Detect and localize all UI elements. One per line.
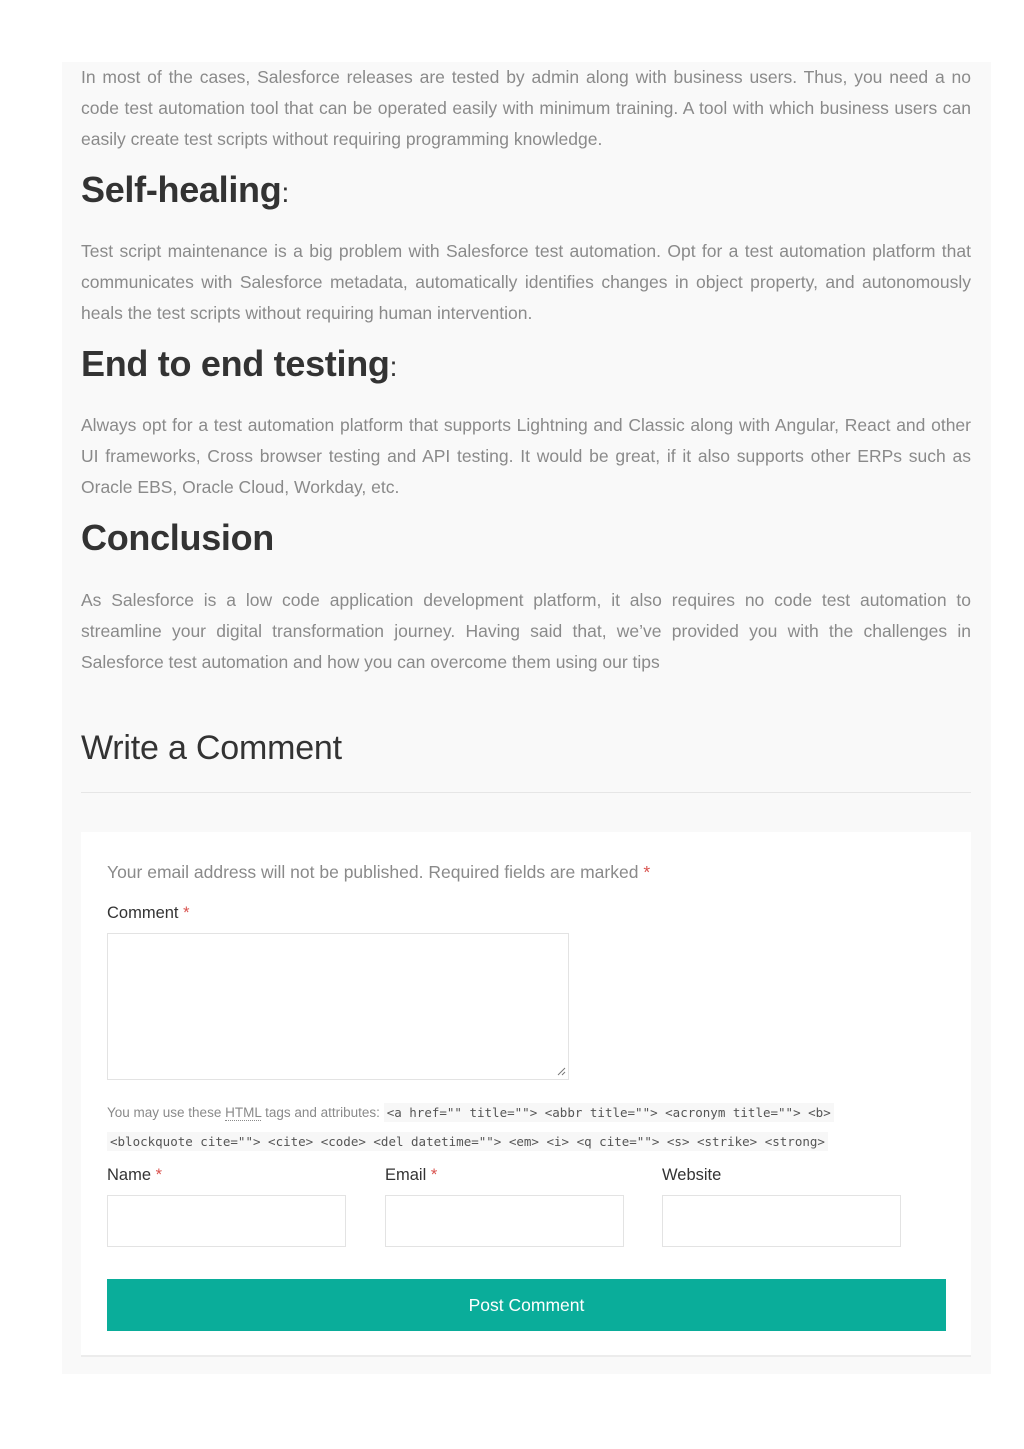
html-abbr: HTML (225, 1105, 262, 1120)
resize-handle-icon[interactable] (556, 1066, 566, 1076)
section-text-conclusion: As Salesforce is a low code application development platform, it also requires no code test automation to streamline your digital transformation journey. Having said that, we’ve provided you with the challenges in Salesforce test automation and how you can overcome them using our tips (81, 590, 971, 672)
email-input[interactable] (385, 1195, 624, 1247)
comment-form (81, 832, 971, 1357)
required-mark: * (183, 904, 190, 922)
email-notice: Your email address will not be published. Required fields are marked * (107, 862, 651, 882)
allowed-tags-code: <blockquote cite=""> <cite> <code> <del datetime=""> <em> <i> <q cite=""> <s> <strike> <strong> (107, 1132, 828, 1151)
comments-divider (81, 792, 971, 793)
required-mark: * (643, 862, 651, 882)
allowed-tags-code: <a href="" title=""> <abbr title=""> <acronym title=""> <b> (384, 1103, 834, 1122)
intro-paragraph: In most of the cases, Salesforce releases are tested by admin along with business users. Thus, you need a no code test automation tool that can be operated easily with minimum training. A tool with which business users can easily create test scripts without requiring programming knowledge. (81, 67, 971, 149)
allowed-tags-note: You may use these HTML tags and attributes: <a href="" title=""> <abbr title=""> <acronym title=""> <b> <blockquote cite=""> <cite> <code> <del datetime=""> <em> <i> <q cite=""> <s> <strike> <strong> (107, 1098, 967, 1156)
name-label: Name * (107, 1166, 163, 1184)
name-input[interactable] (107, 1195, 346, 1247)
post-comment-button[interactable]: Post Comment (107, 1279, 946, 1331)
article-container (62, 62, 991, 1374)
section-heading-conclusion: Conclusion (81, 517, 274, 558)
section-text-self-healing: Test script maintenance is a big problem with Salesforce test automation. Opt for a test automation platform that communicates with Salesforce metadata, automatically identifies changes in object property, and autonomously heals the test scripts without requiring human intervention. (81, 241, 971, 323)
website-label: Website (662, 1166, 722, 1184)
comments-title: Write a Comment (81, 729, 342, 767)
section-heading-end-to-end-testing: End to end testing: (81, 343, 398, 384)
required-mark: * (430, 1166, 438, 1184)
section-heading-self-healing: Self-healing: (81, 169, 289, 210)
comment-label: Comment * (107, 904, 190, 922)
required-mark: * (155, 1166, 163, 1184)
section-text-end-to-end-testing: Always opt for a test automation platform that supports Lightning and Classic along with Angular, React and other UI frameworks, Cross browser testing and API testing. It would be great, if it also supports other ERPs such as Oracle EBS, Oracle Cloud, Workday, etc. (81, 415, 971, 497)
website-input[interactable] (662, 1195, 901, 1247)
email-label: Email * (385, 1166, 438, 1184)
comment-textarea[interactable] (107, 933, 569, 1080)
